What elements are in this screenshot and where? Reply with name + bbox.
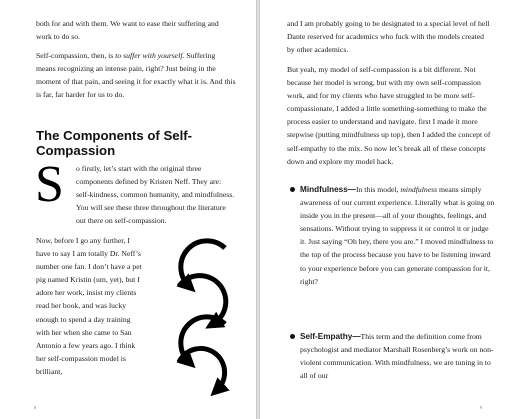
bullet-icon bbox=[290, 187, 295, 192]
drop-cap: S bbox=[35, 156, 64, 213]
page-number: 8 bbox=[34, 405, 36, 410]
circular-arrows-icon bbox=[159, 226, 241, 396]
bullet-text: Mindfulness—In this model, mindfulness means simply awareness of our current experience. Literally what is going on inside you in the present—all of your thoughts, feelings, and sensations. Without trying to suppress it or control it or judge it. Just saying “Oh hey, there you are.” I moved mindfulness to the top of the process because you have to be listening inward to your experience before you can generate compassion for it, right? bbox=[300, 185, 495, 286]
paragraph-model-hack: But yeah, my model of self-compassion is a bit different. Not because her model is wrong, but with my own self-compassion work, and for my clients who have struggled to be more self-compassionate, I added a little something-something to make the process easier to understand and navigate. first I made it more stepwise (putting mindfulness up top), then I added the concept of self-empathy to the mix. So now let’s break all of these concepts down and explore my model hack. bbox=[287, 65, 491, 166]
section-heading: The Components of Self-Compassion bbox=[36, 128, 193, 158]
arrow-cycle bbox=[179, 241, 226, 390]
bullet-text: Self-Empathy—This term and the definition come from psychologist and mediator Marshall Rosenberg’s work on non-violent communication. With mindfulness, we are tuning in to all of our bbox=[300, 332, 494, 381]
paragraph-dante: and I am probably going to be designated to a special level of hell Dante reserved for academics who fuck with the models created by other academics. bbox=[287, 19, 490, 55]
right-page bbox=[260, 0, 516, 419]
paragraph-three-components: o firstly, let’s start with the original three components defined by Kristen Neff. They are: self-kindness, common humanity, and mindfulness. You will see these three throughout the literature out there on self-compassion. bbox=[76, 164, 235, 226]
paragraph-neff-fan: Now, before I go any further, I have to say I am totally Dr. Neff’s number one fan. I don’t have a pet pig named Kristin (um, yet), but I adore her work, insist my clients read her book, and was lucky enough to spend a day training with her when she came to San Antonio a few years ago. I think her self-compassion model is brilliant, bbox=[36, 236, 142, 376]
left-page bbox=[0, 0, 256, 419]
paragraph-self-compassion-definition: Self-compassion, then, is to suffer with yourself. Suffering means recognizing an intense pain, right? Just being in the moment of that pain, and seeing it for exactly what it is. And this is far, far harder for us to do. bbox=[36, 51, 236, 100]
page-number: 9 bbox=[480, 405, 482, 410]
bullet-icon bbox=[290, 334, 295, 339]
paragraph-ease-suffering: both for and with them. We want to ease their suffering and work to do so. bbox=[36, 19, 219, 42]
